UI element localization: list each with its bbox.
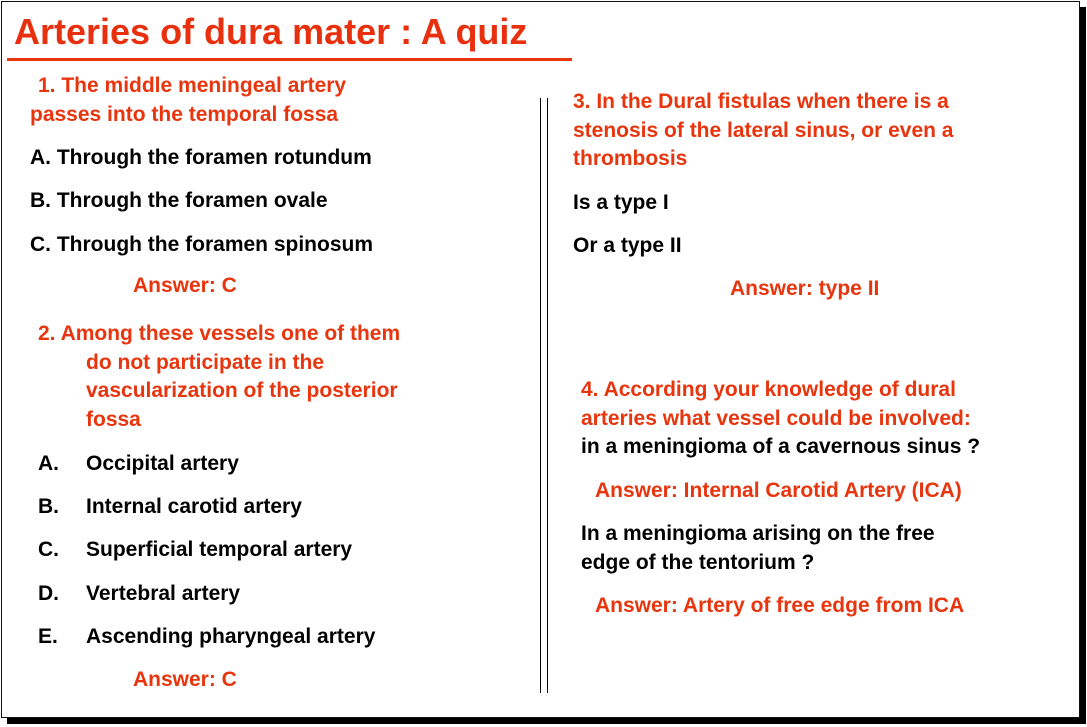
q2-option-d-text: Vertebral artery <box>86 582 241 605</box>
q2-option-d-letter: D. <box>38 582 59 605</box>
q2-option-a-text: Occipital artery <box>86 452 239 475</box>
q2-question-line2: do not participate in the <box>86 351 325 374</box>
column-divider-left <box>540 98 541 693</box>
q4-question-line2: arteries what vessel could be involved: <box>581 407 971 430</box>
q3-question-line3: thrombosis <box>573 147 688 170</box>
q3-question-line2: stenosis of the lateral sinus, or even a <box>573 119 954 142</box>
q3-option-type2: Or a type II <box>573 234 682 257</box>
q4-case1: in a meningioma of a cavernous sinus ? <box>581 435 981 458</box>
title-underline <box>7 58 572 61</box>
q1-answer: Answer: C <box>133 274 237 297</box>
q1-question-line2: passes into the temporal fossa <box>30 103 339 126</box>
q3-question-line1: 3. In the Dural fistulas when there is a <box>573 90 949 113</box>
q4-answer2: Answer: Artery of free edge from ICA <box>595 594 965 617</box>
q2-question-line3: vascularization of the posterior <box>86 379 398 402</box>
q2-answer: Answer: C <box>133 668 237 691</box>
q1-option-c: C. Through the foramen spinosum <box>30 233 374 256</box>
q2-question-line1: 2. Among these vessels one of them <box>38 322 401 345</box>
slide-title: Arteries of dura mater : A quiz <box>14 11 528 52</box>
q1-option-b: B. Through the foramen ovale <box>30 189 328 212</box>
q2-option-b-text: Internal carotid artery <box>86 495 302 518</box>
quiz-slide <box>1 1 1080 718</box>
q2-option-e-letter: E. <box>38 625 58 648</box>
q3-answer: Answer: type II <box>730 277 880 300</box>
q4-case2-line1: In a meningioma arising on the free <box>581 522 935 545</box>
q3-option-type1: Is a type I <box>573 191 669 214</box>
column-divider-right <box>547 98 548 693</box>
q4-case2-line2: edge of the tentorium ? <box>581 551 815 574</box>
q2-option-c-letter: C. <box>38 538 59 561</box>
q2-option-c-text: Superficial temporal artery <box>86 538 353 561</box>
q2-option-e-text: Ascending pharyngeal artery <box>86 625 376 648</box>
q4-answer1: Answer: Internal Carotid Artery (ICA) <box>595 479 962 502</box>
q1-question-line1: 1. The middle meningeal artery <box>38 74 347 97</box>
q1-option-a: A. Through the foramen rotundum <box>30 146 372 169</box>
q2-question-line4: fossa <box>86 408 141 431</box>
q4-question-line1: 4. According your knowledge of dural <box>581 378 956 401</box>
q2-option-b-letter: B. <box>38 495 59 518</box>
q2-option-a-letter: A. <box>38 452 59 475</box>
